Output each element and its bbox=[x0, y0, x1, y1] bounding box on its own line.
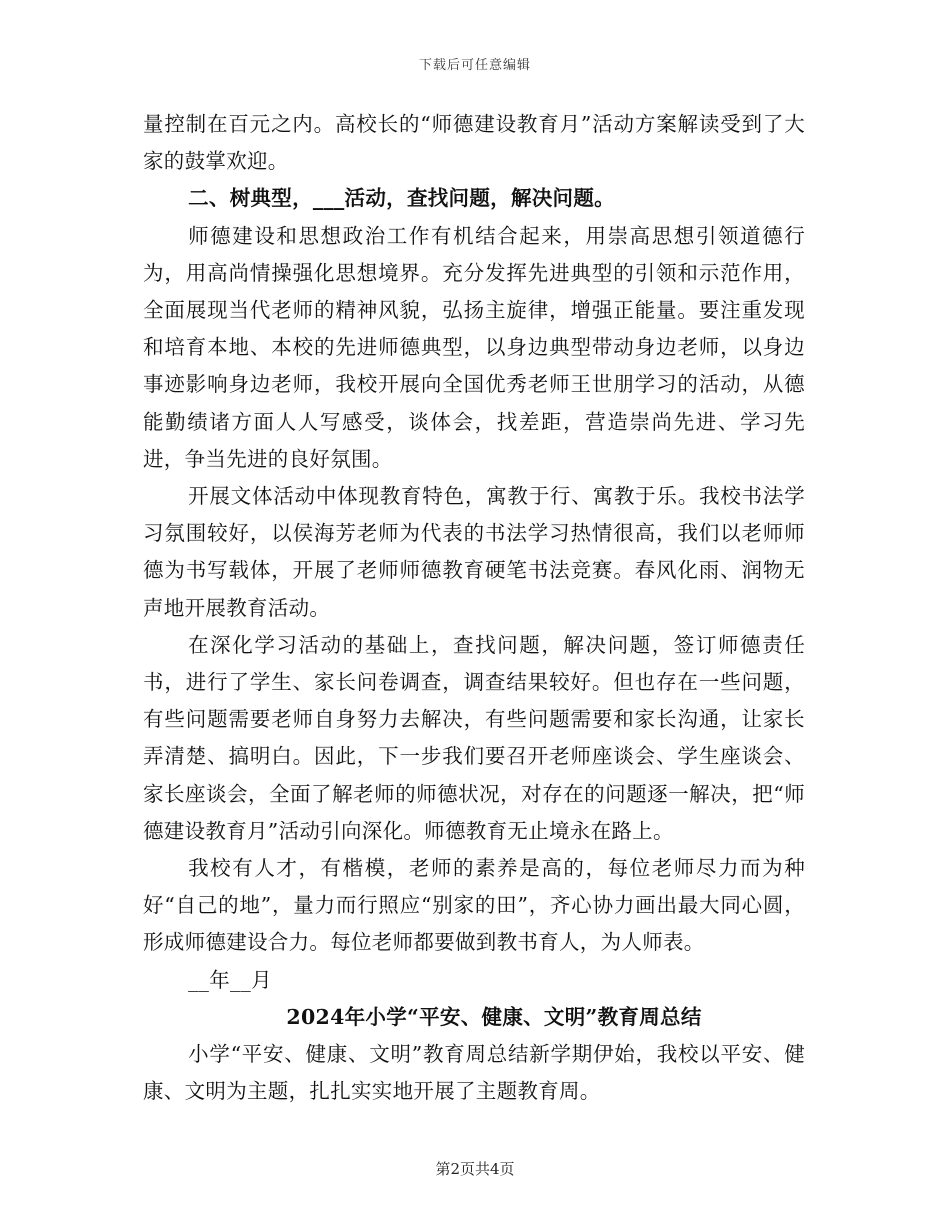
paragraph-model-teachers: 师德建设和思想政治工作有机结合起来，用崇高思想引领道德行为，用高尚情操强化思想境界。充分发挥先进典型的引领和示范作用，全面展现当代老师的精神风貌，弘扬主旋律，增强正能量。要注重发现和培育本地、本校的先进师德典型，以身边典型带动身边老师，以身边事迹影响身边老师，我校开展向全国优秀老师王世朋学习的活动，从德能勤绩诸方面人人写感受，谈体会，找差距，营造崇尚先进、学习先进，争当先进的良好氛围。 bbox=[143, 223, 805, 471]
paragraph-talent: 我校有人才，有楷模，老师的素养是高的，每位老师尽力而为种好“自己的地”，量力而行照应“别家的田”，齐心协力画出最大同心圆，形成师德建设合力。每位老师都要做到教书育人，为人师表。 bbox=[143, 856, 805, 955]
section-heading: 二、树典型，___活动，查找问题，解决问题。 bbox=[188, 186, 615, 211]
paragraph-cultural-activities: 开展文体活动中体现教育特色，寓教于行、寓教于乐。我校书法学习氛围较好，以侯海芳老师为代表的书法学习热情很高，我们以老师师德为书写载体，开展了老师师德教育硬笔书法竞赛。春风化雨、润物无声地开展教育活动。 bbox=[143, 484, 805, 620]
paragraph-problem-solving: 在深化学习活动的基础上，查找问题，解决问题，签订师德责任书，进行了学生、家长问卷调查，调查结果较好。但也存在一些问题，有些问题需要老师自身努力去解决，有些问题需要和家长沟通，让家长弄清楚、搞明白。因此，下一步我们要召开老师座谈会、学生座谈会、家长座谈会，全面了解老师的师德状况，对存在的问题逐一解决，把“师德建设教育月”活动引向深化。师德教育无止境永在路上。 bbox=[143, 632, 805, 843]
page-footer: 第2页共4页 bbox=[435, 1160, 515, 1178]
paragraph-education-week: 小学“平安、健康、文明”教育周总结新学期伊始，我校以平安、健康、文明为主题，扎扎实实地开展了主题教育周。 bbox=[143, 1042, 805, 1104]
document-body bbox=[143, 106, 805, 1110]
page-header: 下载后可任意编辑 bbox=[418, 58, 531, 73]
date-line: __年__月 bbox=[188, 967, 272, 992]
paragraph-continuation: 量控制在百元之内。高校长的“师德建设教育月”活动方案解读受到了大家的鼓掌欢迎。 bbox=[143, 112, 805, 174]
document-title: 2024年小学“平安、健康、文明”教育周总结 bbox=[286, 1004, 702, 1029]
